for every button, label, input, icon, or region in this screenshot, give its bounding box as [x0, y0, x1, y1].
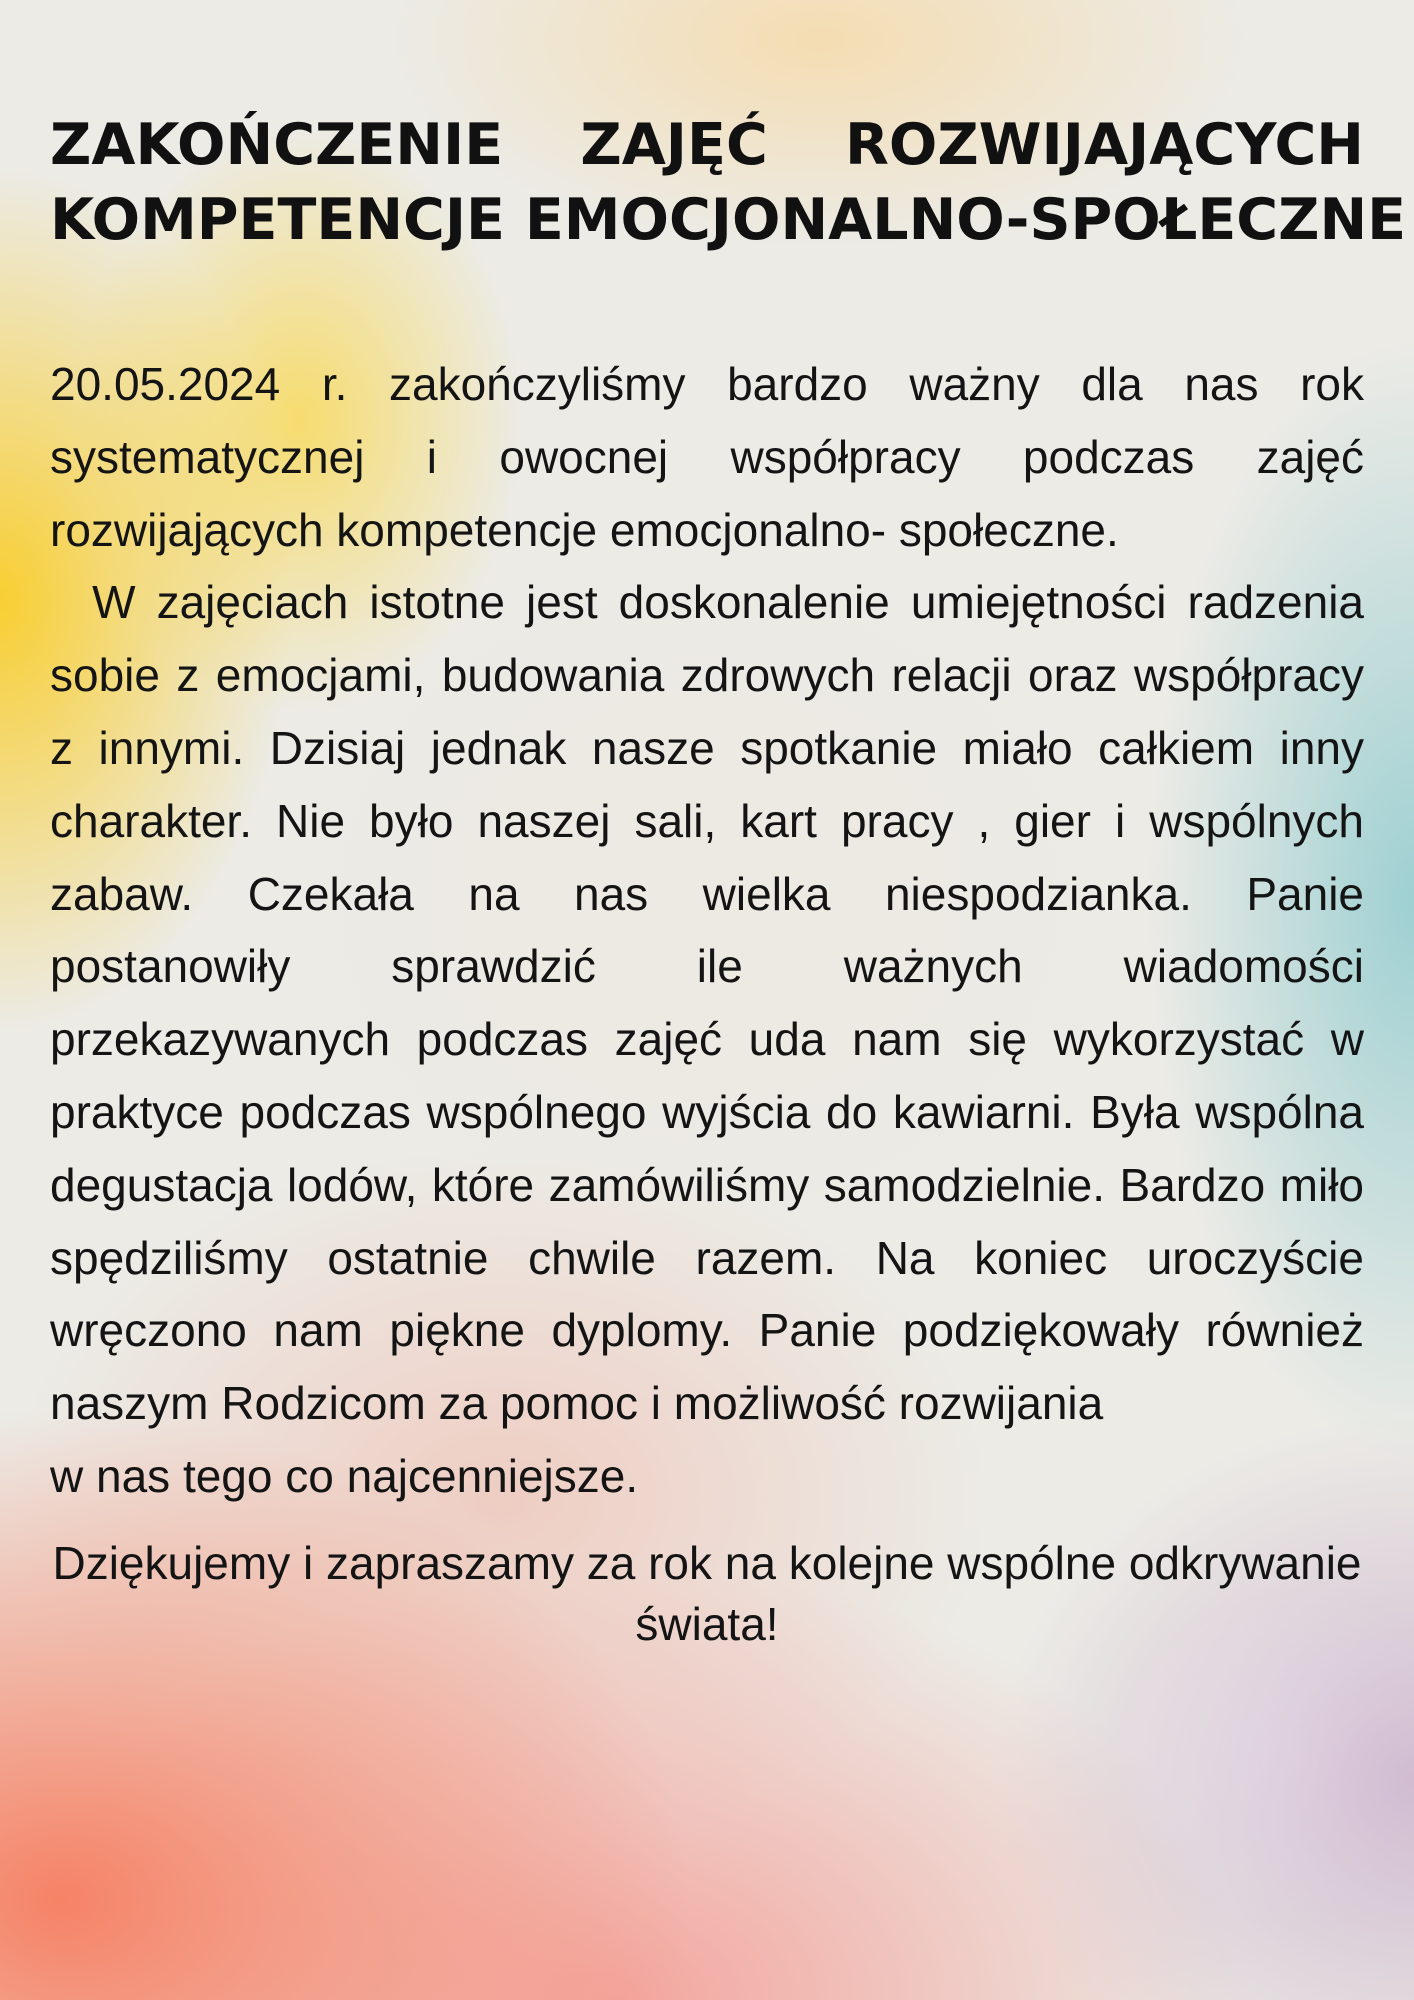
article-body [50, 348, 1364, 1513]
document-page [50, 0, 1407, 2000]
title-line-2: KOMPETENCJE EMOCJONALNO-SPOŁECZNE [50, 187, 1407, 253]
article-body-text: 20.05.2024 r. zakończyliśmy bardzo ważny dla nas rok systematycznej i owocnej współpracy podczas zajęć rozwijających kompetencje emocjonalno- społeczne. W zajęciach istotne jest doskonalenie umiejętności radzenia sobie z emocjami, budowania zdrowych relacji oraz współpracy z innymi. Dzisiaj jednak nasze spotkanie miało całkiem inny charakter. Nie było naszej sali, kart pracy , gier i wspólnych zabaw. Czekała na nas wielka niespodzianka. Panie postanowiły sprawdzić ile ważnych wiadomości przekazywanych podczas zajęć uda nam się wykorzystać w praktyce podczas wspólnego wyjścia do kawiarni. Była wspólna degustacja lodów, które zamówiliśmy samodzielnie. Bardzo miło spędziliśmy ostatnie chwile razem. Na koniec uroczyście wręczono nam piękne dyplomy. Panie podziękowały również naszym Rodzicom za pomoc i możliwość rozwijania w nas tego co najcenniejsze. [50, 358, 1365, 1502]
closing-message: Dziękujemy i zapraszamy za rok na kolejne wspólne odkrywanie świata! [52, 1536, 1362, 1650]
title-line-1: ZAKOŃCZENIE ZAJĘĆ ROZWIJAJĄCYCH [50, 112, 1364, 178]
page-title [50, 108, 1407, 258]
